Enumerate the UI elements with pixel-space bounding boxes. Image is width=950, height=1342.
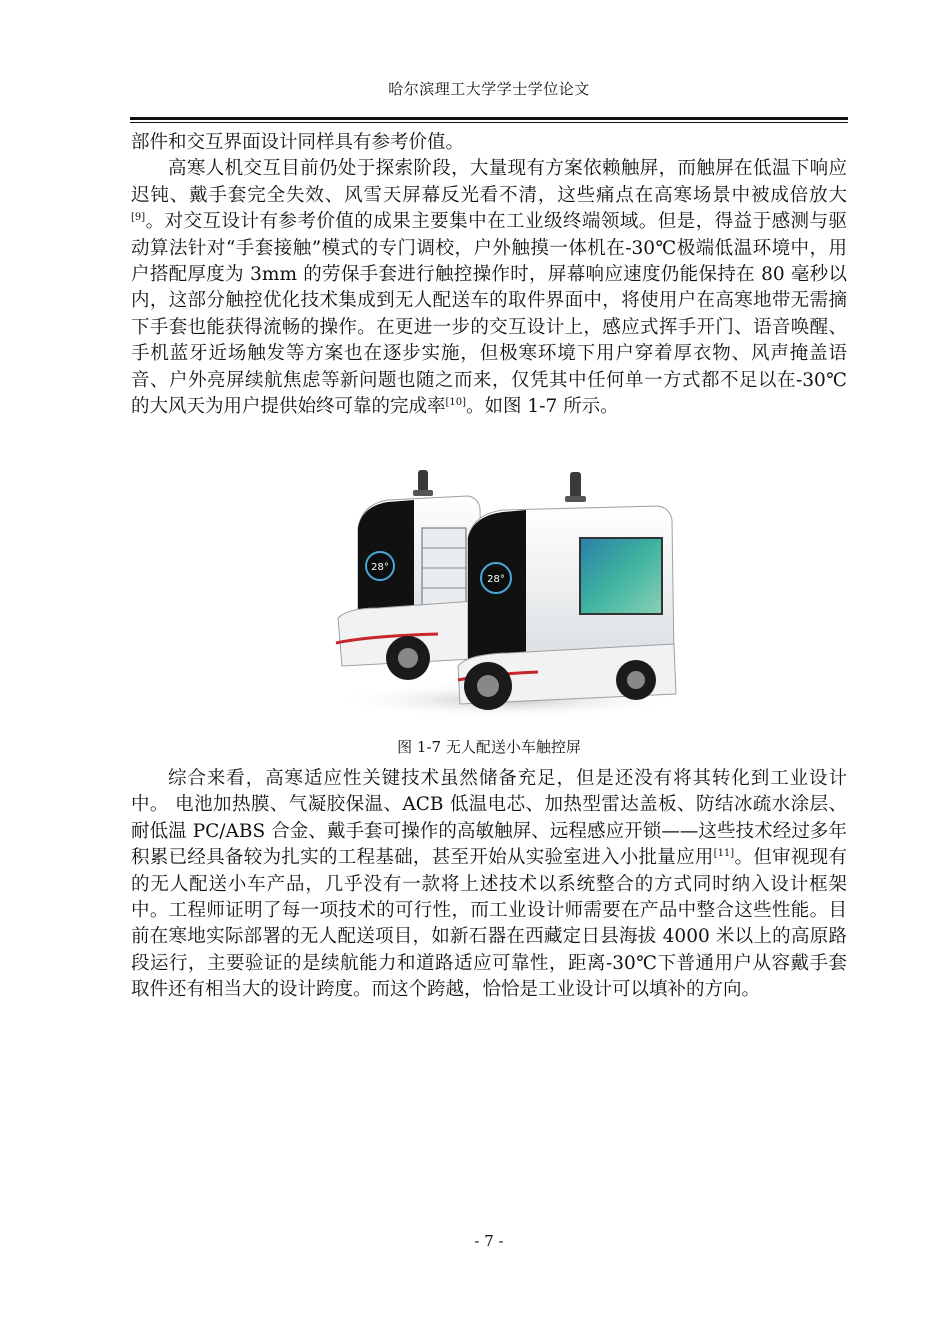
text-run: 综合来看，高寒适应性关键技术虽然储备充足，但是还没有将其转化到工业设计中。 电池加热膜、气凝胶保温、ACB 低温电芯、加热型雷达盖板、防结冰疏水涂层、耐低温 PC/ABS 合金、戴手套可操作的高敏触屏、远程感应开锁——这些技术经过多年积累已经具备较为扎实的工程基础，甚至开始从实验室进入小批量应用: [131, 768, 847, 869]
side-screen: [580, 538, 662, 614]
header-rule-thick: [130, 117, 848, 120]
temp-readout: 28°: [371, 562, 389, 573]
citation-ref: [9]: [131, 212, 146, 224]
sensor-mast: [570, 472, 581, 498]
text-run: 高寒人机交互目前仍处于探索阶段，大量现有方案依赖触屏，而触屏在低温下响应迟钝、戴手套完全失效、风雪天屏幕反光看不清，这些痛点在高寒场景中被成倍放大: [131, 158, 847, 206]
text-run: 。对交互设计有参考价值的成果主要集中在工业级终端领域。但是，得益于感测与驱动算法针对“手套接触”模式的专门调校，户外触摸一体机在-30℃极端低温环境中，用户搭配厚度为 3mm 的劳保手套进行触控操作时，屏幕响应速度仍能保持在 80 毫秒以内，这部分触控优化技术集成到无人配送车的取件界面中，将使用户在高寒地带无需摘下手套也能获得流畅的操作。在更进一步的交互设计上，感应式挥手开门、语音唤醒、手机蓝牙近场触发等方案也在逐步实施，但极寒环境下用户穿着厚衣物、风声掩盖语音、户外亮屏续航焦虑等新问题也随之而来，仅凭其中任何单一方式都不足以在-30℃的大风天为用户提供始终可靠的完成率: [131, 211, 847, 418]
temp-readout: 28°: [487, 574, 505, 585]
paragraph-continuation: 部件和交互界面设计同样具有参考价值。: [131, 132, 465, 153]
figure-caption: 图 1-7 无人配送小车触控屏: [397, 738, 581, 756]
right-vehicle: [458, 472, 676, 710]
page-number: - 7 -: [474, 1232, 504, 1250]
sensor-mast: [418, 470, 428, 492]
running-header: 哈尔滨理工大学学士学位论文: [388, 80, 590, 98]
header-rule-thin: [130, 122, 848, 123]
citation-ref: [10]: [445, 396, 467, 408]
text-run: 。但审视现有的无人配送小车产品，几乎没有一款将上述技术以系统整合的方式同时纳入设计框架中。工程师证明了每一项技术的可行性，而工业设计师需要在产品中整合这些性能。目前在寒地实际部署的无人配送项目，如新石器在西藏定日县海拔 4000 米以上的高原路段运行，主要验证的是续航能力和道路适应可靠性，距离-30℃下普通用户从容戴手套取件还有相当大的设计跨度。而这个跨越，恰恰是工业设计可以填补的方向。: [131, 847, 847, 1001]
figure-delivery-vehicles: [318, 468, 690, 724]
citation-ref: [11]: [713, 848, 735, 860]
body-section-2: [131, 766, 847, 1004]
text-run: 。如图 1-7 所示。: [466, 396, 619, 418]
paragraph-summary: [131, 766, 847, 1004]
paragraph-hci: [131, 156, 847, 420]
body-section-1: [131, 130, 847, 420]
